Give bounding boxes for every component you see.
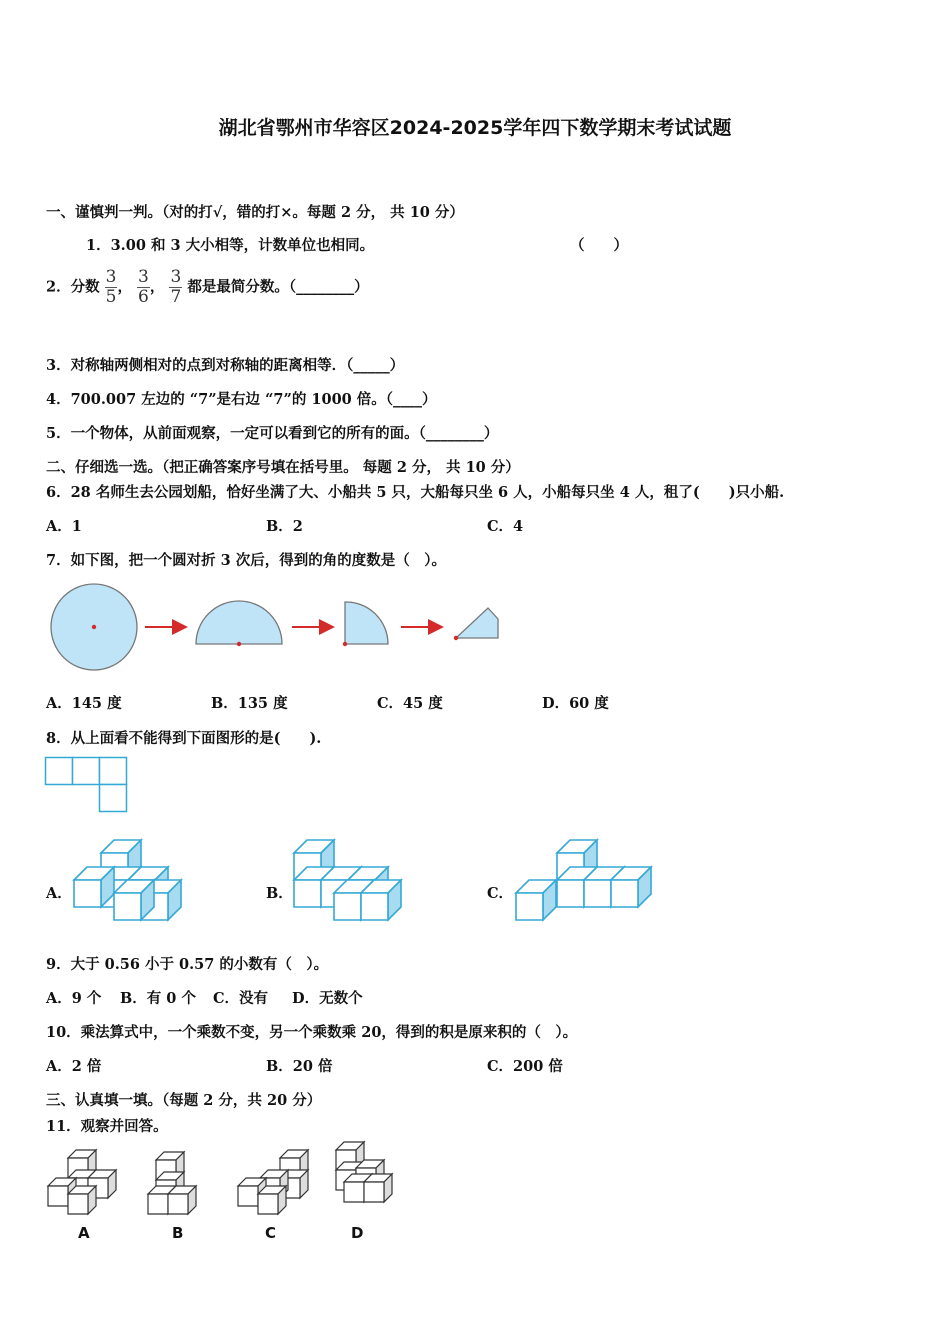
q6-option-b[interactable]: B．2	[266, 518, 303, 535]
cube	[361, 880, 401, 920]
q11-cube-figure-c	[232, 1148, 316, 1218]
q11-cube-figure-a	[42, 1148, 126, 1218]
question-2	[46, 268, 369, 307]
q2-sep-1: ，	[117, 278, 132, 296]
quarter-circle-shape	[345, 602, 388, 644]
q6-option-c[interactable]: C．4	[487, 518, 524, 535]
q6-option-a[interactable]: A．1	[46, 518, 82, 535]
eighth-circle-shape	[456, 608, 498, 638]
q11-label-d: D	[351, 1224, 364, 1242]
q2-suffix: 都是最简分数。（________）	[187, 278, 369, 296]
cube	[68, 1186, 96, 1214]
q8-option-a[interactable]: A．	[46, 885, 72, 902]
question-9: 9．大于 0.56 小于 0.57 的小数有（ ）。	[46, 956, 329, 973]
question-4: 4．700.007 左边的 “7”是右边 “7”的 1000 倍。（____）	[46, 391, 437, 408]
q9-option-d[interactable]: D．无数个	[292, 990, 363, 1007]
section-2-heading: 二、仔细选一选。（把正确答案序号填在括号里。 每题 2 分， 共 10 分）	[46, 459, 520, 476]
q8-option-b[interactable]: B．	[266, 885, 293, 902]
q10-option-c[interactable]: C．200 倍	[487, 1058, 563, 1075]
q11-label-c: C	[265, 1224, 277, 1242]
cube	[611, 867, 651, 907]
q7-option-b[interactable]: B．135 度	[211, 695, 288, 712]
question-11: 11．观察并回答。	[46, 1118, 168, 1135]
page-title: 湖北省鄂州市华容区2024-2025学年四下数学期末考试试题	[218, 117, 732, 139]
cube	[516, 880, 556, 920]
top-view-grid	[45, 757, 129, 813]
q8-option-c[interactable]: C．	[487, 885, 514, 902]
q9-option-c[interactable]: C．没有	[213, 990, 269, 1007]
q7-option-c[interactable]: C．45 度	[377, 695, 443, 712]
q8-cube-figure-b[interactable]	[290, 838, 400, 924]
question-3: 3．对称轴两侧相对的点到对称轴的距离相等．（_____）	[46, 357, 405, 374]
q7-option-d[interactable]: D．60 度	[542, 695, 609, 712]
q8-cube-figure-c[interactable]	[513, 838, 663, 924]
section-1-heading: 一、谨慎判一判。（对的打√，错的打×。每题 2 分， 共 10 分）	[46, 204, 464, 221]
question-7: 7．如下图，把一个圆对折 3 次后，得到的角的度数是（ ）。	[46, 552, 447, 569]
q2-prefix: 2．分数	[46, 278, 100, 296]
q9-option-b[interactable]: B．有 0 个	[120, 990, 196, 1007]
q8-cube-figure-a[interactable]	[70, 838, 180, 924]
q11-cube-figure-d	[330, 1140, 394, 1218]
answer-blank-1[interactable]: （ ）	[570, 237, 628, 254]
q9-option-a[interactable]: A．9 个	[46, 990, 102, 1007]
cube	[168, 1186, 196, 1214]
q11-label-b: B	[172, 1224, 184, 1242]
q7-option-a[interactable]: A．145 度	[46, 695, 122, 712]
fraction-3-6: $\frac{3}{6}$	[138, 267, 149, 307]
q11-label-a: A	[78, 1224, 90, 1242]
cube	[258, 1186, 286, 1214]
question-5: 5．一个物体，从前面观察，一定可以看到它的所有的面。（________）	[46, 425, 499, 442]
q10-option-a[interactable]: A．2 倍	[46, 1058, 102, 1075]
circle-folding-figure	[0, 575, 520, 680]
question-1: 1．3.00 和 3 大小相等，计数单位也相同。	[86, 237, 375, 254]
semicircle-shape	[196, 601, 282, 644]
section-3-heading: 三、认真填一填。（每题 2 分，共 20 分）	[46, 1092, 322, 1109]
question-10: 10．乘法算式中，一个乘数不变，另一个乘数乘 20，得到的积是原来积的（ ）。	[46, 1024, 578, 1041]
cube	[114, 880, 154, 920]
q2-sep-2: ，	[149, 278, 165, 296]
fraction-3-7: $\frac{3}{7}$	[170, 267, 182, 307]
question-8: 8．从上面看不能得到下面图形的是( ).	[46, 730, 322, 747]
cube	[74, 867, 114, 907]
q11-cube-figure-b	[142, 1148, 212, 1218]
question-6: 6．28 名师生去公园划船，恰好坐满了大、小船共 5 只，大船每只坐 6 人，小船每只坐 4 人，租了( )只小船.	[46, 484, 785, 501]
q10-option-b[interactable]: B．20 倍	[266, 1058, 333, 1075]
fraction-3-5: $\frac{3}{5}$	[105, 267, 117, 307]
cube	[364, 1174, 392, 1202]
